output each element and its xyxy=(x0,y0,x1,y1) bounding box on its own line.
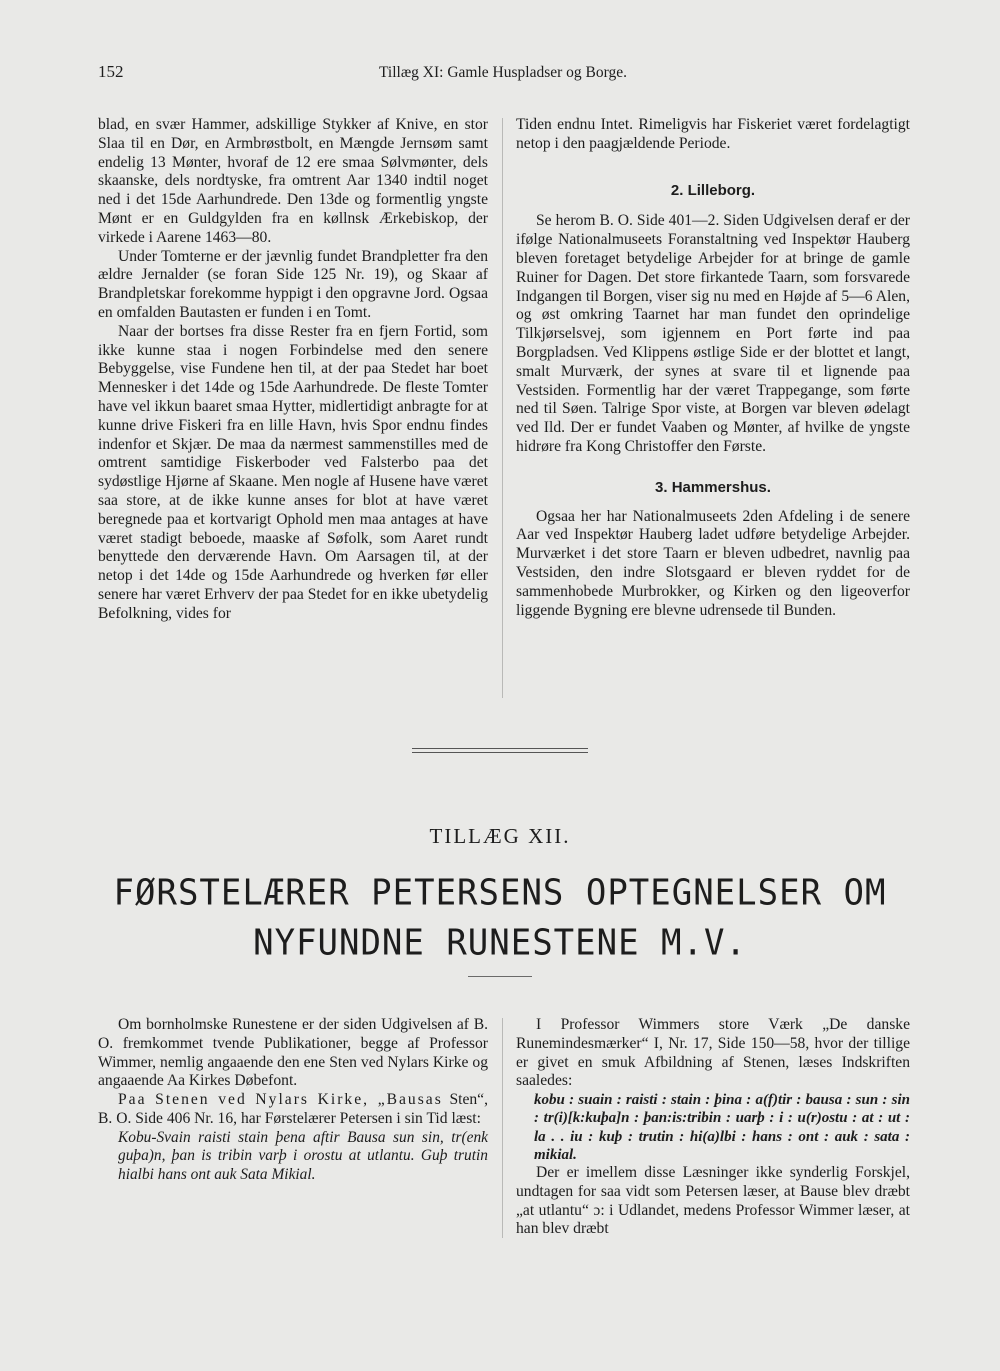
appendix-title xyxy=(0,868,1000,969)
appendix-title-line: FØRSTELÆRER PETERSENS OPTEGNELSER OM xyxy=(113,871,887,914)
paragraph: Om bornholmske Runestene er der siden Udgivelsen af B. O. fremkommet tvende Publikationer, begge af Professor Wimmer, nemlig angaaende den ene Sten ved Nylars Kirke og angaaende Aa Kirkes Døbefont. xyxy=(98,1016,488,1090)
appendix-label: TILLÆG XII. xyxy=(429,824,571,848)
paragraph: Der er imellem disse Læsninger ikke synderlig Forskjel, undtagen for saa vidt som Petersen læser, at Bause blev dræbt „at utlantu“ ɔ: i Udlandet, medens Professor Wimmer læser, at han blev dræbt xyxy=(516,1164,910,1238)
left-column-top xyxy=(98,116,488,624)
paragraph-text: Sten“, B. O. Side 406 Nr. 16, har Førstelærer Petersen i sin Tid læst: xyxy=(98,1091,488,1127)
paragraph xyxy=(98,1091,488,1129)
runic-inscription-wimmer: kobu : suain : raisti : stain : þina : a(f)tir : bausa : sun : sin : tr(i)[k:kuþa]n : þan:is:tribin : uarþ : i : u(r)ostu : at : ut : la . . iu : kuþ : trutin : hi(a)lbi : hans : ont : auk : sata : mikial. xyxy=(534,1092,910,1163)
running-head xyxy=(98,62,908,86)
runic-transcription-petersen: Kobu-Svain raisti stain þena aftir Bausa sun sin, tr(enk guþa)n, þan is tribin varþ i orostu at utlantu. Guþ trutin hialbi hans ont auk Sata Mikial. xyxy=(118,1128,488,1183)
paragraph: Ogsaa her har Nationalmuseets 2den Afdeling i de senere Aar ved Inspektør Hauberg ladet udføre betydelige Arbejder. Murværket i det store Taarn er bleven udbedret, navnlig paa Vestsiden, den indre Slotsgaard er bleven ryddet for de sammenhobede Murbrokker, og Kirken og den ligeoverfor liggende Bygning ere blevne udrensede til Bunden. xyxy=(516,507,910,619)
section-heading-lilleborg: 2. Lilleborg. xyxy=(670,181,756,199)
right-column-top xyxy=(516,116,910,620)
title-rule xyxy=(468,976,532,977)
appendix-title-line: NYFUNDNE RUNESTENE M.V. xyxy=(253,922,747,965)
paragraph: blad, en svær Hammer, adskillige Stykker af Knive, en stor Slaa til en Dør, en Armbrøstbolt, en Mængde Jernsøm samt endelig 13 Mønter, hvoraf de 12 ere smaa Sølvmønter, dels skaanske, dels nordtyske, fra omtrent Aar 1340 indtil noget ned i det 15de Aarhundrede. Den 13de og formentlig yngste Mønt er en Guldgylden fra en køllnsk Ærkebiskop, der virkede i Aarene 1463—80. xyxy=(98,116,488,246)
column-divider xyxy=(502,1018,503,1238)
right-column-bottom xyxy=(516,1016,910,1239)
page-number: 152 xyxy=(98,62,124,81)
paragraph: Tiden endnu Intet. Rimeligvis har Fiskeriet været fordelagtigt netop i den paagjældende Periode. xyxy=(516,116,910,152)
paragraph: Under Tomterne er der jævnlig fundet Brandpletter fra den ældre Jernalder (se foran Side 125 Nr. 19), og Skaar af Brandpletskar forekomme hyppigt i den opgravne Jord. Ogsaa en omfalden Bautasten er funden i en Tomt. xyxy=(98,247,488,321)
column-divider xyxy=(502,118,503,698)
spaced-text: Paa Stenen ved Nylars Kirke, „Bausas xyxy=(118,1091,443,1109)
section-heading-hammershus: 3. Hammershus. xyxy=(655,478,771,496)
running-title: Tillæg XI: Gamle Huspladser og Borge. xyxy=(379,64,627,81)
section-separator-rule xyxy=(412,748,588,753)
paragraph: Naar der bortses fra disse Rester fra en fjern Fortid, som ikke kunne staa i nogen Forbindelse med den senere Bebyggelse, vise Fundene hen til, at der paa Stedet har boet Mennesker i det 14de og 15de Aarhundrede. De fleste Tomter have vel ikkun baaret smaa Hytter, midlertidigt anbragte for at kunne drive Fiskeri fra en lille Havn, hvis Spor endnu findes indenfor et Skjær. De maa da nærmest sammenstilles med de omtrent samtidige Fiskerboder ved Falsterbo paa det sydøstlige Hjørne af Skaane. Men nogle af Husene have været saa store, at de ikke kunne anses for blot at have været beregnede paa et kortvarigt Ophold men maa antages at have været stadigt beboede, maaske af Søfolk, som Aaret rundt benyttede den derværende Havn. Om Aarsagen til, at der netop i det 14de og 15de Aarhundrede og hverken før eller senere har været Erhverv der paa Stedet for en ikke ubetydelig Befolkning, vides for xyxy=(98,322,488,622)
paragraph: I Professor Wimmers store Værk „De danske Runemindesmærker“ I, Nr. 17, Side 150—58, hvor der tillige er givet en smuk Afbildning af Stenen, læses Indskriften saaledes: xyxy=(516,1016,910,1090)
left-column-bottom xyxy=(98,1016,488,1184)
paragraph: Se herom B. O. Side 401—2. Siden Udgivelsen deraf er der ifølge Nationalmuseets Foranstaltning ved Inspektør Hauberg bleven foretaget betydelige Arbejder for at bringe de gamle Ruiner for Dagen. Det store firkantede Taarn, som forsvarede Indgangen til Borgen, viser sig nu med en Højde af 5—6 Alen, og øst omkring Taarnet har man fundet den oprindelige Tilkjørselsvej, som igjennem en Port førte ind paa Borgpladsen. Ved Klippens østlige Side er der blottet et langt, smalt Murværk, der synes at svare til et lignende paa Vestsiden. Formentlig har der været Trappegange, som førte ned til Søen. Talrige Spor viste, at Borgen var bleven ødelagt ved Ild. Der er fundet Vaaben og Mønter, af hvilke de yngste hidrøre fra Kong Christoffer den Første. xyxy=(516,212,910,455)
